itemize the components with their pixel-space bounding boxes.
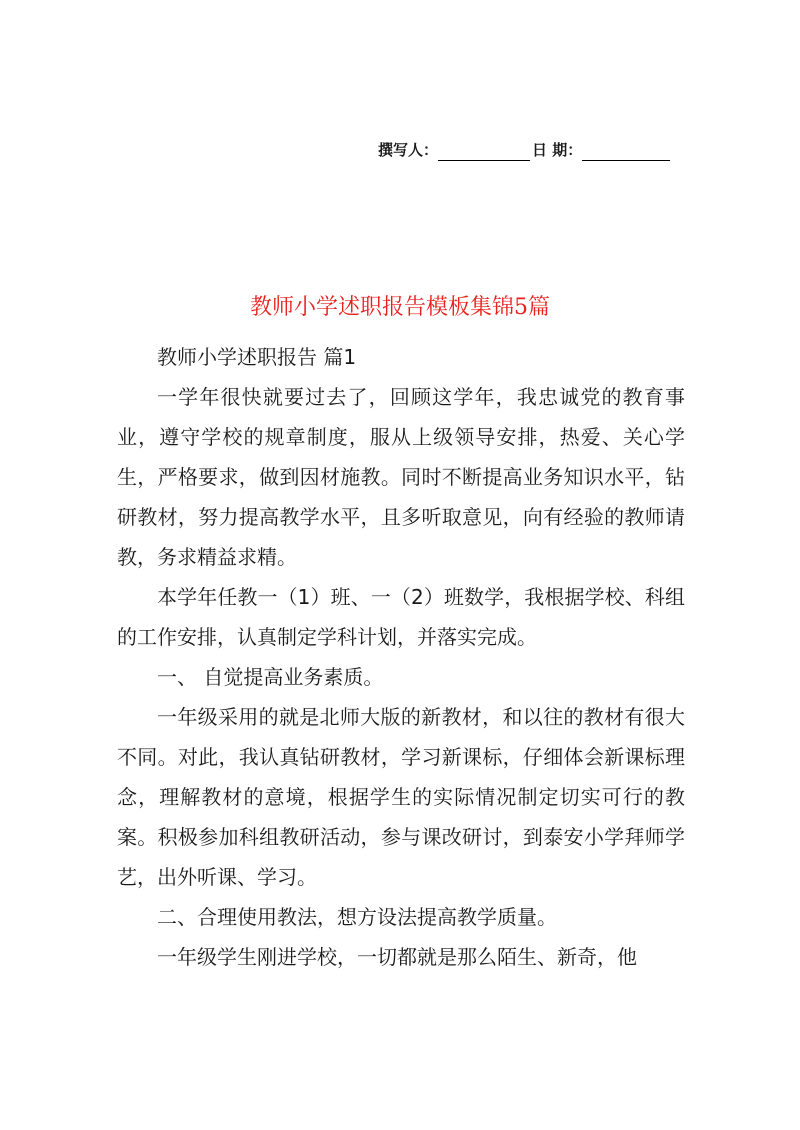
author-date-line xyxy=(378,139,683,161)
author-blank xyxy=(438,144,530,161)
paragraph: 一学年很快就要过去了，回顾这学年，我忠诚党的教育事业，遵守学校的规章制度，服从上级领导安排，热爱、关心学生，严格要求，做到因材施教。同时不断提高业务知识水平，钻研教材，努力提高教学水平，且多听取意见，向有经验的教师请教，务求精益求精。 xyxy=(117,385,685,569)
section-heading: 一、 自觉提高业务素质。 xyxy=(157,665,384,689)
author-label: 撰写人： xyxy=(378,141,439,159)
date-blank xyxy=(582,144,670,161)
section-title: 教师小学述职报告 篇1 xyxy=(157,345,357,369)
document-body xyxy=(117,337,685,977)
date-label: 日 期： xyxy=(532,141,583,159)
paragraph: 本学年任教一（1）班、一（2）班数学，我根据学校、科组的工作安排，认真制定学科计划，并落实完成。 xyxy=(117,585,685,649)
section-heading: 二、合理使用教法，想方设法提高教学质量。 xyxy=(157,905,557,929)
paragraph: 一年级采用的就是北师大版的新教材，和以往的教材有很大不同。对此，我认真钻研教材，学习新课标，仔细体会新课标理念，理解教材的意境，根据学生的实际情况制定切实可行的教案。积极参加科组教研活动，参与课改研讨，到泰安小学拜师学艺，出外听课、学习。 xyxy=(117,705,685,889)
paragraph: 一年级学生刚进学校，一切都就是那么陌生、新奇，他 xyxy=(157,945,637,969)
document-title: 教师小学述职报告模板集锦5篇 xyxy=(250,295,550,320)
